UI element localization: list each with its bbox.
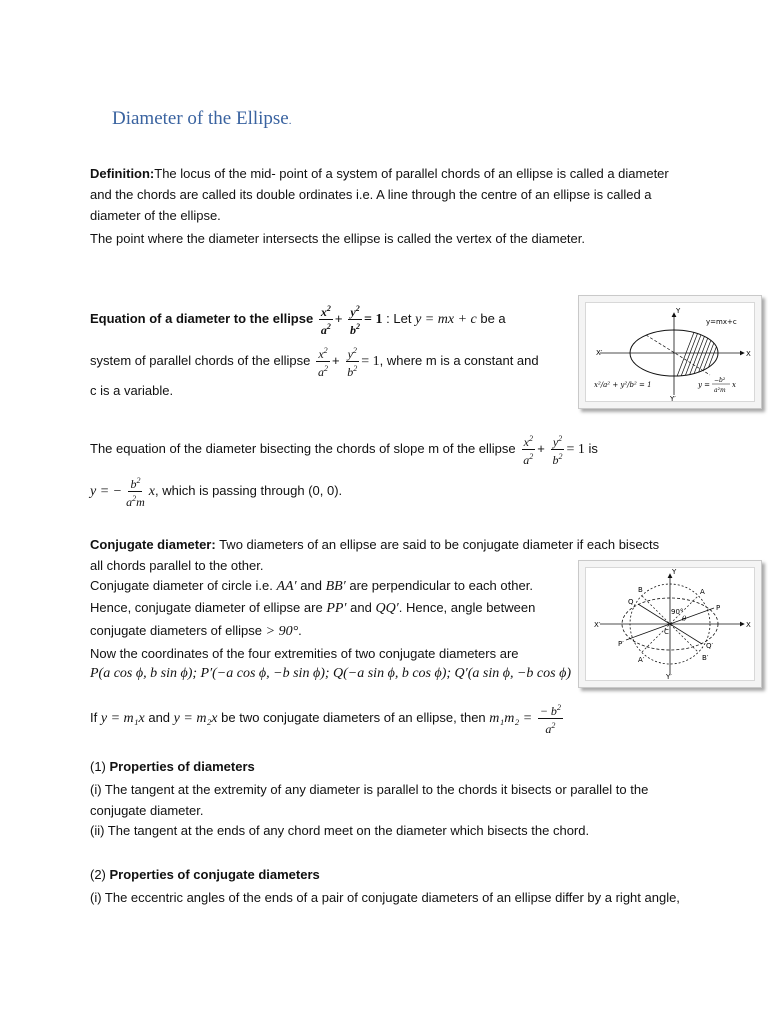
ellipse-rhs: = 1: [364, 311, 383, 327]
fig2-y-label: Y: [672, 568, 677, 576]
definition-text: The locus of the mid- point of a system of parallel chords of an ellipse is called a diameter and the chords are called its double ordinates i.e. A line through the centre of an ellipse is called a diameter of the ellipse.: [90, 166, 669, 223]
system-line: system of parallel chords of the ellipse $\frac{x^2}{a^2}$ + $\frac{y^2}{b^2}$ = 1, where m is a constant and: [90, 346, 539, 379]
c-variable-line: c is a variable.: [90, 383, 174, 398]
diameter-line: [646, 335, 710, 375]
slope-product: m₁m₂ =: [489, 710, 533, 726]
fig1-ellipse-equation: x²/a² + y²/b² = 1: [594, 381, 652, 389]
fig1-line-label: y=mx+c: [706, 318, 737, 326]
ellipse-conjugate-line: Hence, conjugate diameter of ellipse are PP′ and QQ′. Hence, angle between: [90, 600, 536, 616]
ellipse-x-term-2: $\frac{x^2}{a^2}$: [318, 346, 329, 379]
fig1-diameter-eq-num: −b²: [714, 377, 726, 384]
angle-value: > 90°: [265, 624, 299, 639]
conjugate-diameters-svg: [586, 568, 754, 680]
ellipse-x-term-3: $\frac{x^2}{a^2}$: [523, 434, 534, 467]
bb-label: BB′: [325, 579, 346, 594]
passing-text: , which is passing through (0, 0).: [155, 482, 343, 498]
properties-diameters-heading: (1) Properties of diameters: [90, 759, 255, 774]
fig2-angle-label: 90°: [671, 608, 684, 616]
diameter-eq-var: x: [148, 483, 155, 499]
diameter-eq-lhs: y = −: [90, 483, 123, 499]
fig2-theta-label: θ: [682, 615, 687, 623]
point-p-prime-label: P′: [618, 640, 624, 648]
angle-line: conjugate diameters of ellipse > 90°.: [90, 623, 302, 639]
slope-eq-2: y = m₂x: [173, 710, 218, 726]
equation-heading-label: Equation of a diameter to the ellipse: [90, 310, 314, 326]
ellipse-rhs-2: = 1: [361, 353, 380, 369]
slope-product-frac: $\frac{- b^2}{a^2}$: [539, 703, 561, 736]
extremities-line: Now the coordinates of the four extremities of two conjugate diameters are: [90, 646, 519, 661]
fig2-center-label: C: [664, 628, 669, 636]
page-title: [112, 108, 292, 130]
properties-conjugate-item-1: (i) The eccentric angles of the ends of a pair of conjugate diameters of an ellipse differ by a right angle,: [90, 890, 680, 905]
properties-conjugate-heading: (2) Properties of conjugate diameters: [90, 867, 320, 882]
slope-eq-1: y = m₁x: [100, 710, 145, 726]
qq-label: QQ′: [375, 601, 399, 616]
circle-conjugate-line: Conjugate diameter of circle i.e. AA′ and BB′ are perpendicular to each other.: [90, 578, 533, 594]
ellipse-y-term: $\frac{y^2}{b^2}$: [350, 304, 361, 337]
fig1-y-label: Y: [676, 307, 681, 315]
coordinates-line: P(a cos ϕ, b sin ϕ); P′(−a cos ϕ, −b sin ϕ); Q(−a sin ϕ, b cos ϕ); Q′(a sin ϕ, −b cos ϕ): [90, 666, 571, 681]
page-title-text: Diameter of the Ellipse: [112, 108, 289, 129]
line-equation: y = mx + c: [415, 311, 477, 327]
point-q-prime-label: Q′: [706, 642, 714, 650]
equation-heading-line: Equation of a diameter to the ellipse $\frac{x^2}{a^2}$ + $\frac{y^2}{b^2}$ = 1 : Let y = mx + c be a: [90, 304, 506, 337]
slopes-product-line: If y = m₁x and y = m₂x be two conjugate diameters of an ellipse, then m₁m₂ = $\frac{- b^2}{a^2}$: [90, 703, 561, 736]
properties-diameters-item-1: (i) The tangent at the extremity of any diameter is parallel to the chords it bisects or parallel to the conjugate diameter.: [90, 782, 649, 818]
fig1-x-label: X: [746, 350, 751, 358]
definition-paragraph: [90, 163, 682, 226]
point-a-label: A: [700, 588, 705, 596]
fig1-y-prime-label: Y′: [670, 395, 676, 401]
bisecting-text: The equation of the diameter bisecting the chords of slope m of the ellipse: [90, 440, 516, 456]
fig2-y-prime-label: Y′: [666, 673, 672, 680]
be-a-text: be a: [480, 310, 506, 326]
fig1-x-prime-label: X′: [596, 349, 603, 357]
let-text: : Let: [386, 310, 412, 326]
ellipse-x-term: $\frac{x^2}{a^2}$: [320, 304, 331, 337]
properties-diameters-item-2: (ii) The tangent at the ends of any chord meet on the diameter which bisects the chord.: [90, 823, 590, 838]
definition-label: Definition:: [90, 166, 155, 181]
fig1-diameter-eq-den: a²m: [714, 387, 726, 394]
pp-label: PP′: [326, 601, 347, 616]
aa-label: AA′: [276, 579, 297, 594]
diameter-ellipse-svg: [586, 303, 754, 401]
bisecting-line: The equation of the diameter bisecting the chords of slope m of the ellipse $\frac{x^2}{a^2}$ + $\frac{y^2}{b^2}$ = 1 is: [90, 434, 598, 467]
vertex-paragraph: The point where the diameter intersects the ellipse is called the vertex of the diameter.: [90, 231, 585, 246]
ellipse-y-term-2: $\frac{y^2}{b^2}$: [347, 346, 358, 379]
system-text: system of parallel chords of the ellipse: [90, 352, 311, 368]
diameter-eq-frac: $\frac{b^2}{a^2m}$: [126, 476, 145, 509]
ellipse-y-term-3: $\frac{y^2}{b^2}$: [552, 434, 563, 467]
is-text: is: [588, 440, 598, 456]
point-b-prime-label: B′: [702, 654, 709, 662]
fig2-x-label: X: [746, 621, 751, 629]
page-title-dot: .: [288, 115, 292, 127]
figure-conjugate-diameters: [578, 560, 762, 688]
fig1-diameter-eq-var: x: [732, 381, 736, 389]
diameter-equation-line: [90, 474, 342, 509]
point-b-label: B: [638, 586, 643, 594]
conjugate-label: Conjugate diameter:: [90, 537, 216, 552]
fig1-diameter-eq-lhs: y =: [698, 381, 711, 389]
point-a-prime-label: A′: [638, 656, 645, 664]
where-text: , where m is a constant and: [379, 352, 539, 368]
point-p-label: P: [716, 604, 721, 612]
conjugate-text: Two diameters of an ellipse are said to be conjugate diameter if each bisects all chords parallel to the other.: [90, 537, 660, 573]
fig2-x-prime-label: X′: [594, 621, 601, 629]
figure-diameter-ellipse: [578, 295, 762, 409]
point-q-label: Q: [628, 598, 634, 606]
ellipse-rhs-3: = 1: [566, 441, 585, 457]
